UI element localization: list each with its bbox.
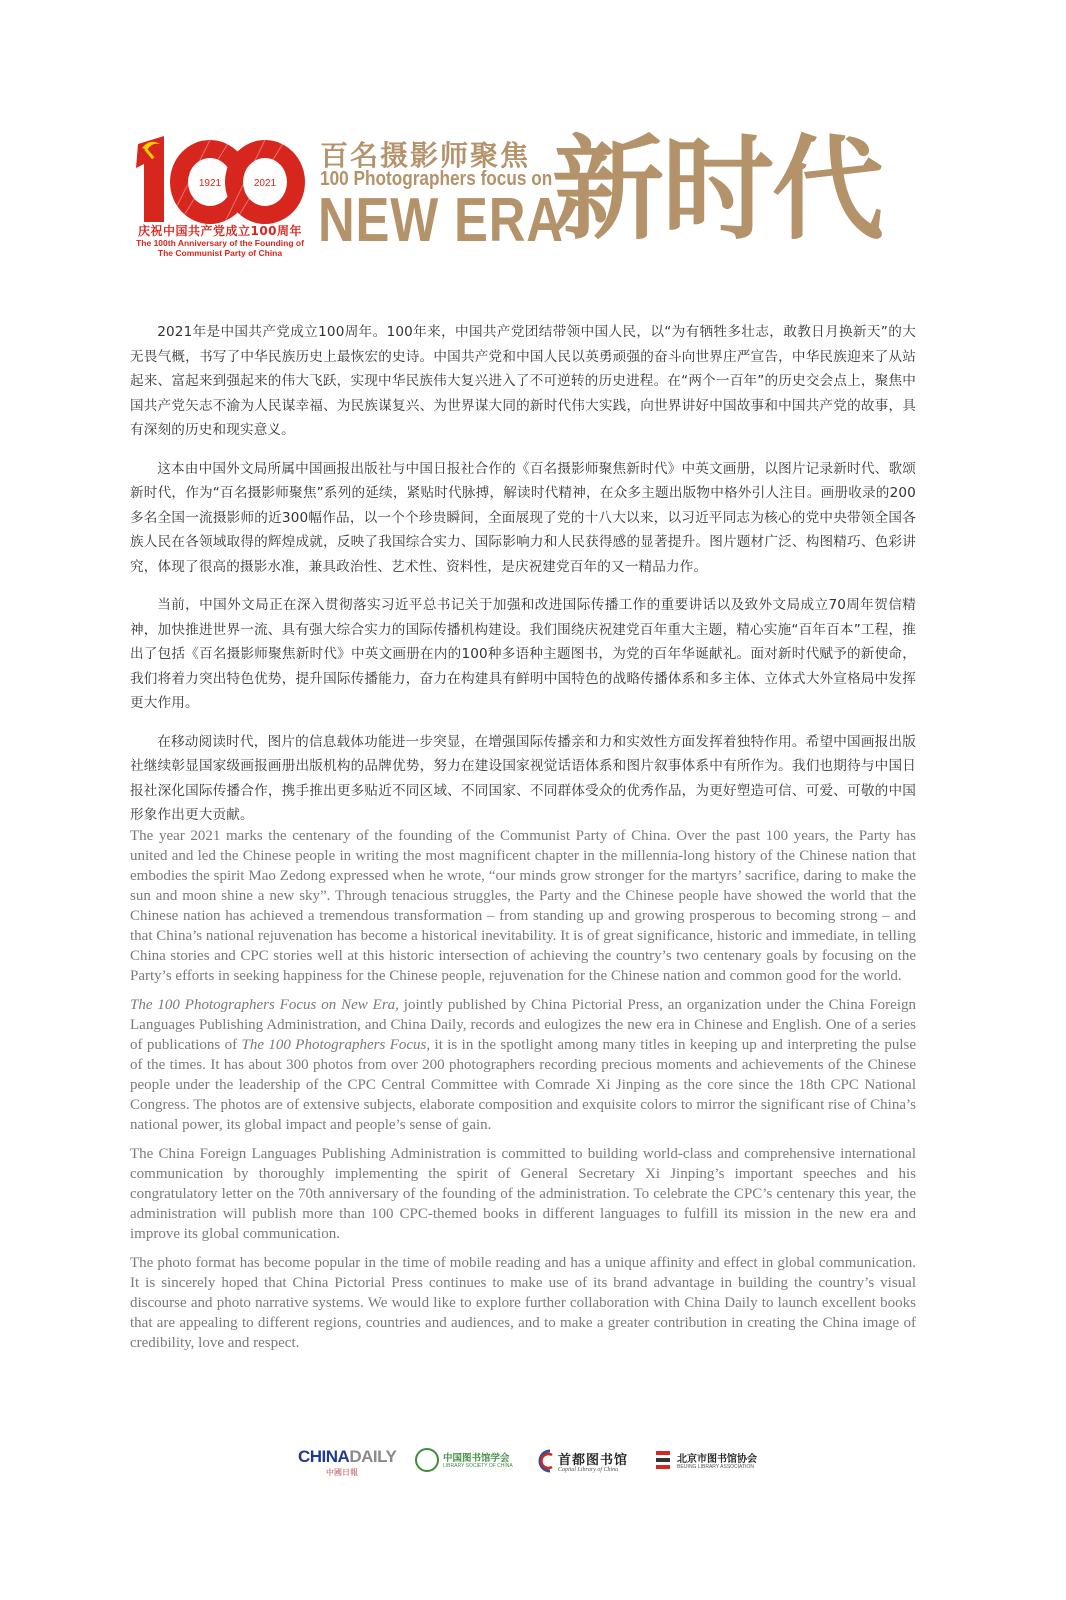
partner-logos xyxy=(0,1445,1066,1485)
english-foreword xyxy=(130,826,916,1362)
logo-caption-en-line2: The Communist Party of China xyxy=(157,248,283,258)
china-daily-logo xyxy=(298,1445,398,1479)
beijing-library-association-emblem-icon xyxy=(655,1449,673,1471)
capital-library-en: Capital Library of China xyxy=(558,1467,619,1473)
book-title: The 100 Photographers Focus on New Era xyxy=(130,997,396,1013)
en-paragraph-1: The year 2021 marks the centenary of the founding of the Communist Party of China. Over the past 100 years, the Party has united and led the Chinese people in writing the most magnificent chapter in the millennia-long history of the Chinese nation that embodies the spirit Mao Zedong expressed when he wrote, “our minds grow stronger for the martyrs’ sacrifice, daring to make the sun and moon shine a new sky”. Through tenacious struggles, the Party and the Chinese people have showed the world that the Chinese nation has achieved a tremendous transformation – from standing up and growing prosperous to becoming strong – and that China’s national rejuvenation has become a historical inevitability. It is of great significance, historic and immediate, in telling China stories and CPC stories well at this historic intersection of achieving the country’s two centenary goals by focusing on the Party’s efforts in seeking happiness for the Chinese people, rejuvenation for the Chinese nation and common good for the world. xyxy=(130,828,916,984)
series-title: The 100 Photographers Focus xyxy=(241,1037,427,1053)
capital-library-logo xyxy=(536,1445,636,1479)
chinese-foreword xyxy=(130,320,916,842)
svg-text:2021: 2021 xyxy=(253,178,277,189)
title-cn-small: 百名摄影师聚焦 xyxy=(320,139,531,172)
title-en-small: 100 Photographers focus on xyxy=(320,168,553,190)
logo-caption-en xyxy=(130,238,310,258)
cn-paragraph: 2021年是中国共产党成立100周年。100年来，中国共产党团结带领中国人民，以“为有牺牲多壮志，敢教日月换新天”的大无畏气概，书写了中华民族历史上最恢宏的史诗。中国共产党和中国人民以英勇顽强的奋斗向世界庄严宣告，中华民族迎来了从站起来、富起来到强起来的伟大飞跃，实现中华民族伟大复兴进入了不可逆转的历史进程。在“两个一百年”的历史交会点上，聚焦中国共产党矢志不渝为人民谋幸福、为民族谋复兴、为世界谋大同的新时代伟大实践，向世界讲好中国故事和中国共产党的故事，具有深刻的历史和现实意义。 xyxy=(130,324,916,438)
header xyxy=(0,120,1066,270)
cn-paragraph: 这本由中国外文局所属中国画报出版社与中国日报社合作的《百名摄影师聚焦新时代》中英文画册，以图片记录新时代、歌颂新时代，作为“百名摄影师聚焦”系列的延续，紧贴时代脉搏，解读时代精神，在众多主题出版物中格外引人注目。画册收录的200多名全国一流摄影师的近300幅作品，以一个个珍贵瞬间，全面展现了党的十八大以来，以习近平同志为核心的党中央带领全国各族人民在各领域取得的辉煌成就，反映了我国综合实力、国际影响力和人民获得感的显著提升。图片题材广泛、构图精巧、色彩讲究，体现了很高的摄影水准，兼具政治性、艺术性、资料性，是庆祝建党百年的又一精品力作。 xyxy=(130,460,916,575)
cn-paragraph: 当前，中国外文局正在深入贯彻落实习近平总书记关于加强和改进国际传播工作的重要讲话以及致外文局成立70周年贺信精神，加快推进世界一流、具有强大综合实力的国际传播机构建设。我们围绕庆祝建党百年重大主题，精心实施“百年百本”工程，推出了包括《百名摄影师聚焦新时代》中英文画册在内的100种多语种主题图书，为党的百年华诞献礼。面对新时代赋予的新使命，我们将着力突出特色优势，提升国际传播能力，奋力在构建具有鲜明中国特色的战略传播体系和多主体、立体式大外宣格局中发挥更大作用。 xyxy=(130,597,916,711)
en-paragraph-2-part-a: , jointly published by China Pictorial Press, an organization under the China Foreign Languages Publishing Administration, and China Daily, records and eulogizes the new era in Chinese and English. One of a series of publications of xyxy=(130,997,916,1053)
cn-paragraph: 在移动阅读时代，图片的信息载体功能进一步突显，在增强国际传播亲和力和实效性方面发挥着独特作用。希望中国画报出版社继续彰显国家级画报画册出版机构的品牌优势，努力在建设国家视觉话语体系和图片叙事体系中有所作为。我们也期待与中国日报社深化国际传播合作，携手推出更多贴近不同区域、不同国家、不同群体受众的优秀作品，为更好塑造可信、可爱、可敬的中国形象作出更大贡献。 xyxy=(130,733,916,823)
capital-library-cn: 首都图书馆 xyxy=(558,1453,629,1468)
en-paragraph-2-part-b: , it is in the spotlight among many titles in keeping up and interpreting the pulse of the times. It has about 300 photos from over 200 photographers recording precious moments and achievements of the Chinese people under the leadership of the CPC Central Committee with Comrade Xi Jinping as the core since the 18th CPC National Congress. The photos are of extensive subjects, elaborate composition and exquisite colors to mirror the significant rise of China’s national power, its global impact and people’s sense of gain. xyxy=(130,1037,916,1133)
china-daily-cn: 中國日報 xyxy=(326,1468,358,1477)
china-daily-wordmark-a: CHINA xyxy=(298,1447,350,1466)
library-society-emblem-icon xyxy=(415,1448,439,1472)
beijing-library-association-cn: 北京市图书馆协会 xyxy=(677,1454,757,1465)
title-cn-big: 新时代 xyxy=(552,125,882,255)
capital-library-emblem-icon xyxy=(536,1447,556,1475)
library-society-cn: 中国图书馆学会 xyxy=(443,1453,510,1464)
logo-caption-cn: 庆祝中国共产党成立100周年 xyxy=(137,224,303,238)
svg-text:1921: 1921 xyxy=(198,178,222,189)
title-en-big: NEW ERA xyxy=(318,186,564,255)
en-paragraph-2 xyxy=(130,995,916,1135)
en-paragraph-4: The photo format has become popular in the time of mobile reading and has a unique affinity and effect in global communication. It is sincerely hoped that China Pictorial Press continues to make use of its brand advantage in building the country’s visual discourse and photo narrative systems. We would like to explore further collaboration with China Daily to launch excellent books that are appealing to different regions, countries and audiences, and to make a greater contribution in creating the China image of credibility, love and respect. xyxy=(130,1255,916,1351)
beijing-library-association-logo xyxy=(655,1445,765,1479)
library-society-en: LIBRARY SOCIETY OF CHINA xyxy=(443,1463,513,1469)
centenary-100-emblem xyxy=(130,130,310,230)
library-society-logo xyxy=(415,1445,530,1479)
china-daily-wordmark-b: DAILY xyxy=(349,1447,397,1466)
logo-caption-en-line1: The 100th Anniversary of the Founding of xyxy=(136,238,304,248)
en-paragraph-3: The China Foreign Languages Publishing Administration is committed to building world-class and comprehensive international communication by thoroughly implementing the spirit of General Secretary Xi Jinping’s important speeches and his congratulatory letter on the 70th anniversary of the founding of the administration. To celebrate the CPC’s centenary this year, the administration will publish more than 100 CPC-themed books in different languages to fulfill its mission in the new era and improve its global communication. xyxy=(130,1146,916,1242)
beijing-library-association-en: BEIJING LIBRARY ASSOCIATION xyxy=(677,1464,754,1470)
